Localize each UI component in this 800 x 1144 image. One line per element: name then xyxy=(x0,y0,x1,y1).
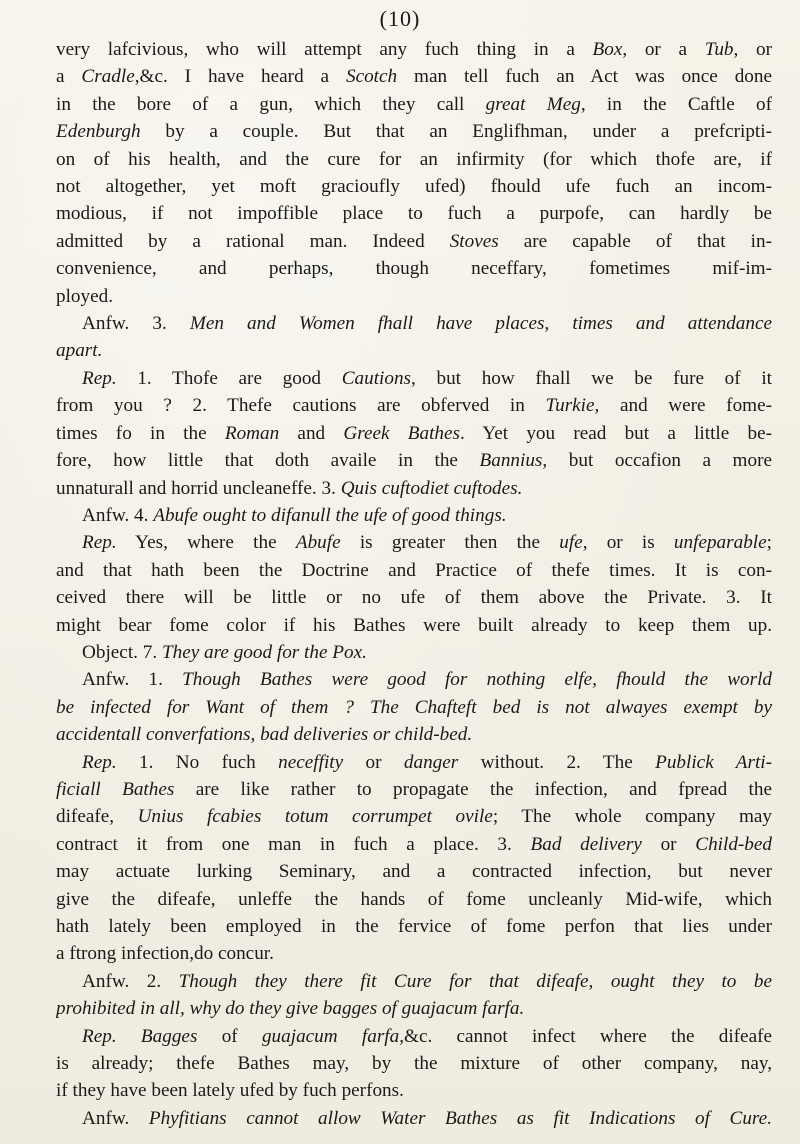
text-segment: Anfw. 1. xyxy=(82,669,183,691)
text-line xyxy=(56,749,772,776)
text-line xyxy=(56,858,772,885)
italic-text: Unius fcabies totum corrumpet ovile xyxy=(137,806,493,828)
text-segment: Anfw. 3. xyxy=(82,313,190,335)
text-line xyxy=(56,447,772,474)
italic-text: neceffity xyxy=(278,751,344,773)
text-segment: unnaturall and horrid uncleaneffe. 3. xyxy=(56,477,341,499)
text-segment: a xyxy=(56,66,82,88)
text-line xyxy=(56,612,772,639)
text-segment: without. 2. The xyxy=(458,751,656,773)
text-segment: ,&c. cannot infect where the difeafe xyxy=(399,1025,772,1047)
text-segment: may actuate lurking Seminary, and a contracted infection, but never xyxy=(56,861,772,883)
text-line xyxy=(56,886,772,913)
text-line xyxy=(56,475,772,502)
text-segment: and xyxy=(279,422,344,444)
text-segment: , or a xyxy=(622,39,705,60)
text-line xyxy=(56,557,772,584)
text-segment: fore, how little that doth availe in the xyxy=(56,450,480,472)
text-segment: give the difeafe, unleffe the hands of fome uncleanly Mid-wife, which xyxy=(56,888,772,910)
text-segment: contract it from one man in fuch a place. 3. xyxy=(56,833,531,855)
text-segment: Anfw. 2. xyxy=(82,970,179,992)
italic-text: guajacum farfa xyxy=(261,1025,400,1047)
text-segment: ceived there will be little or no ufe of them above the Private. 3. It xyxy=(56,587,772,609)
italic-text: Edenburgh xyxy=(56,121,141,143)
text-line xyxy=(56,1077,772,1104)
text-segment: times fo in the xyxy=(56,422,225,444)
italic-text: ficiall Bathes xyxy=(56,778,175,800)
text-line xyxy=(56,529,772,556)
italic-text: great Meg xyxy=(485,93,581,115)
text-line xyxy=(56,173,772,200)
text-line xyxy=(56,337,772,364)
text-segment: a ftrong infection,do concur. xyxy=(56,943,274,965)
text-line xyxy=(56,146,772,173)
text-line xyxy=(56,310,772,337)
text-line xyxy=(56,968,772,995)
text-segment: difeafe, xyxy=(56,806,138,828)
text-line xyxy=(56,940,772,967)
text-segment: might bear fome color if his Bathes were built already to keep them up. xyxy=(56,614,772,636)
text-segment: or xyxy=(641,833,696,855)
italic-text: Cautions xyxy=(341,367,412,389)
text-segment: Object. 7. xyxy=(82,641,162,663)
text-segment xyxy=(117,1026,141,1047)
text-line xyxy=(56,721,772,748)
italic-text: be infected for Want of them ? The Chafteft bed is not alwayes exempt by xyxy=(56,696,772,718)
text-segment: ; The whole company may xyxy=(492,806,772,828)
text-line xyxy=(56,694,772,721)
text-line xyxy=(56,36,772,63)
italic-text: Men and Women fhall have places, times and attendance xyxy=(189,313,772,335)
italic-text: Rep. xyxy=(82,1025,117,1047)
italic-text: Greek Bathes xyxy=(343,422,460,444)
italic-text: Tub xyxy=(704,39,734,60)
text-segment: , but how fhall we be fure of it xyxy=(411,367,772,389)
text-line xyxy=(56,365,772,392)
text-segment: 1. Thofe are good xyxy=(116,367,342,389)
italic-text: Abufe ought to difanull the ufe of good things. xyxy=(153,504,507,526)
text-segment: from you ? 2. Thefe cautions are obferved in xyxy=(56,395,546,417)
text-segment: convenience, and perhaps, though neceffary, fometimes mif-im- xyxy=(56,258,772,280)
text-line xyxy=(56,803,772,830)
text-line xyxy=(56,831,772,858)
italic-text: Publick Arti- xyxy=(655,751,772,773)
italic-text: Cradle xyxy=(81,66,135,88)
italic-text: Abufe xyxy=(295,532,341,554)
text-segment: , or xyxy=(733,39,772,60)
italic-text: Bad delivery xyxy=(530,833,642,855)
text-segment: very lafcivious, who will attempt any fuch thing in a xyxy=(56,39,593,60)
text-segment: Yes, where the xyxy=(116,532,296,554)
italic-text: Rep. xyxy=(82,751,117,773)
italic-text: Though Bathes were good for nothing elfe, fhould the world xyxy=(182,669,772,691)
text-line xyxy=(56,118,772,145)
italic-text: Quis cuftodiet cuftodes. xyxy=(340,477,523,499)
text-line xyxy=(56,639,772,666)
body-text xyxy=(56,36,772,1132)
text-line xyxy=(56,283,772,310)
text-segment: , but occafion a more xyxy=(542,450,772,472)
text-segment: is already; thefe Bathes may, by the mixture of other company, nay, xyxy=(56,1053,772,1075)
text-segment: admitted by a rational man. Indeed xyxy=(56,230,450,252)
text-segment: by a couple. But that an Englifhman, under a prefcripti- xyxy=(140,121,772,143)
text-line xyxy=(56,200,772,227)
text-segment: man tell fuch an Act was once done xyxy=(397,66,772,88)
text-line xyxy=(56,913,772,940)
text-line xyxy=(56,666,772,693)
text-segment: . Yet you read but a little be- xyxy=(460,422,772,444)
italic-text: Phyfitians cannot allow Water Bathes as fit Indications of Cure. xyxy=(148,1107,772,1129)
text-segment: 1. No fuch xyxy=(116,751,279,773)
italic-text: ufe xyxy=(559,532,583,554)
italic-text: danger xyxy=(403,751,459,773)
text-segment: modious, if not impoffible place to fuch a purpofe, can hardly be xyxy=(56,203,772,225)
italic-text: accidentall converfations, bad deliveries or child-bed. xyxy=(56,724,473,746)
text-segment: , or is xyxy=(582,532,674,554)
text-segment: of xyxy=(197,1025,262,1047)
text-line xyxy=(56,228,772,255)
text-segment: on of his health, and the cure for an infirmity (for which thofe are, if xyxy=(56,148,772,170)
text-line xyxy=(56,1105,772,1132)
text-line xyxy=(56,63,772,90)
text-line xyxy=(56,584,772,611)
text-line xyxy=(56,776,772,803)
text-segment: and that hath been the Doctrine and Practice of thefe times. It is con- xyxy=(56,559,772,581)
italic-text: apart. xyxy=(56,340,103,362)
italic-text: prohibited in all, why do they give bagges of guajacum farfa. xyxy=(56,998,525,1020)
italic-text: Bannius xyxy=(479,450,543,472)
italic-text: Rep. xyxy=(82,367,117,389)
text-segment: are capable of that in- xyxy=(498,230,772,252)
text-segment: are like rather to propagate the infection, and fpread the xyxy=(174,778,772,800)
italic-text: Scotch xyxy=(345,66,398,88)
italic-text: Child-bed xyxy=(695,833,772,855)
text-line xyxy=(56,995,772,1022)
text-line xyxy=(56,1023,772,1050)
text-line xyxy=(56,420,772,447)
text-segment: ployed. xyxy=(56,285,114,307)
text-segment: ,&c. I have heard a xyxy=(134,66,346,88)
italic-text: Stoves xyxy=(449,230,499,252)
italic-text: Rep. xyxy=(82,532,117,554)
page-number: (10) xyxy=(379,6,421,31)
italic-text: Bagges xyxy=(140,1025,198,1047)
text-line xyxy=(56,392,772,419)
italic-text: Though they there fit Cure for that difeafe, ought they to be xyxy=(178,970,772,992)
text-segment: if they have been lately ufed by fuch perfons. xyxy=(56,1080,404,1102)
text-line xyxy=(56,1050,772,1077)
text-segment: not altogether, yet moft gracioufly ufed) fhould ufe fuch an incom- xyxy=(56,176,772,198)
text-line xyxy=(56,91,772,118)
italic-text: unfeparable xyxy=(673,532,767,554)
text-segment: hath lately been employed in the fervice of fome perfon that lies under xyxy=(56,916,772,937)
text-segment: or xyxy=(343,751,404,773)
text-segment: Anfw. 4. xyxy=(82,504,154,526)
text-line xyxy=(56,502,772,529)
text-segment: , in the Caftle of xyxy=(580,93,772,115)
italic-text: Turkie xyxy=(545,395,595,417)
text-segment: Anfw. xyxy=(82,1107,149,1129)
text-segment: is greater then the xyxy=(340,532,560,554)
italic-text: Roman xyxy=(224,422,280,444)
text-line xyxy=(56,255,772,282)
text-segment: , and were fome- xyxy=(594,395,772,417)
italic-text: Box xyxy=(592,39,623,60)
text-segment: in the bore of a gun, which they call xyxy=(56,93,486,115)
italic-text: They are good for the Pox. xyxy=(161,641,367,663)
text-segment: ; xyxy=(766,532,772,554)
